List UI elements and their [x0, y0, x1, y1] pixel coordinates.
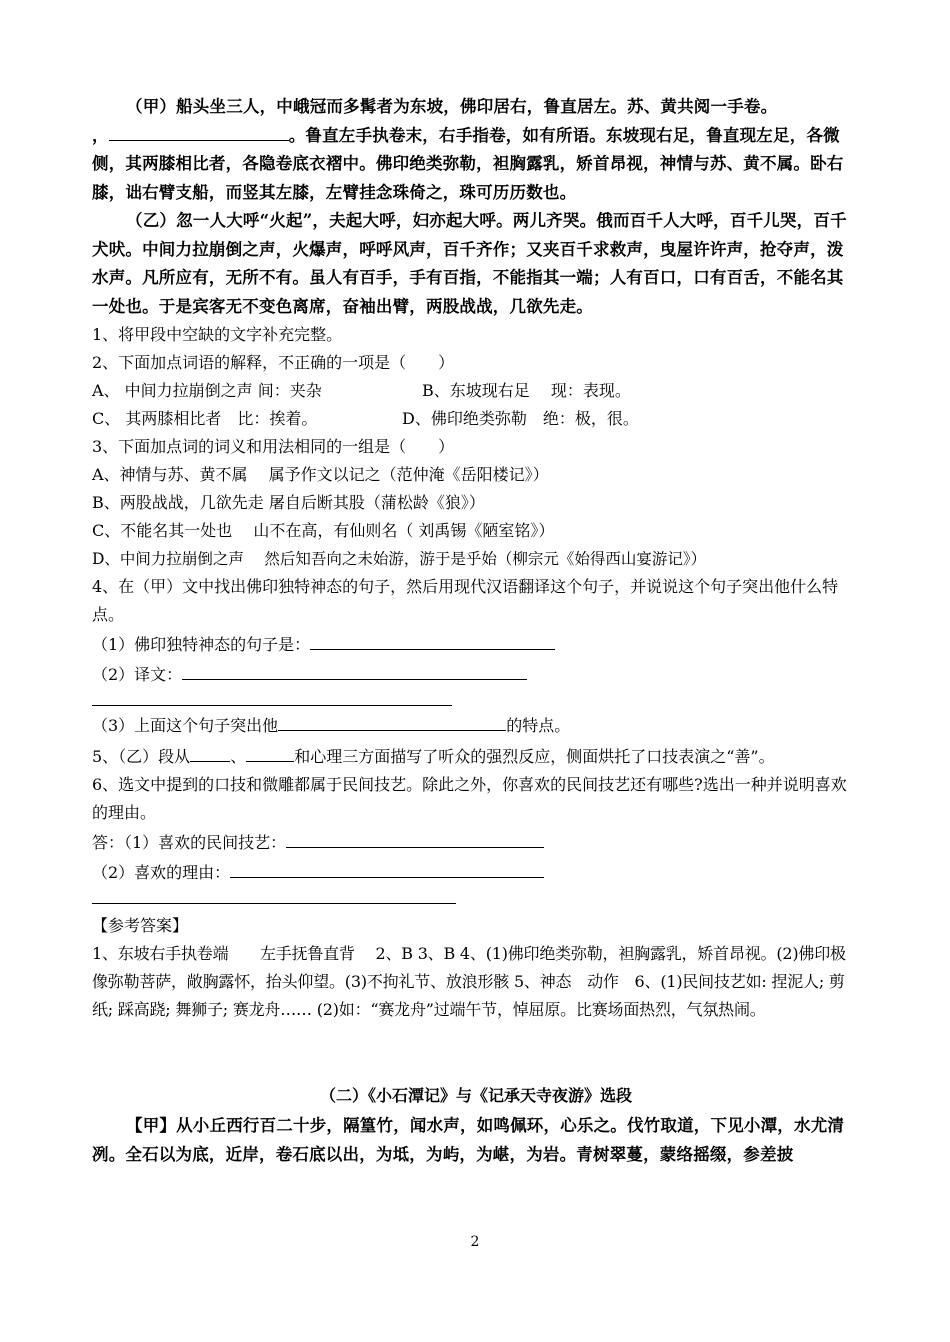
section-2-passage: 【甲】从小丘西行百二十步，隔篁竹，闻水声，如鸣佩环，心乐之。伐竹取道，下见小潭，水尤清冽。全石以为底，近岸，卷石底以出，为坻，为屿，为嵁，为岩。青树翠蔓，蒙络摇缀，参差披 [92, 1116, 845, 1164]
passage-jia-line1: 船头坐三人，中峨冠而多髯者为东坡，佛印居右，鲁直居左。苏、黄共阅一手卷。 [176, 97, 778, 116]
question-1: 1、将甲段中空缺的文字补充完整。 [92, 325, 343, 344]
answer-blank-5-1[interactable] [190, 744, 230, 762]
question-5-prefix: 5、（乙）段从 [92, 747, 191, 766]
answer-6-label: 6、 [634, 972, 661, 991]
passage-jia-line2-post: 。鲁直左手执卷末，右手指卷，如有所语。东坡现右足，鲁直现左足，各微侧，其两膝相比者，各隐卷底衣褶中。佛印绝类弥勒，袒胸露乳，矫首昂视，神情与苏、黄不属。卧右膝，诎右臂支船，而竖其左膝，左臂挂念珠倚之，珠可历历数也。 [92, 125, 844, 202]
answer-6: (1)民间技艺如: 捏泥人; 剪纸; 踩高跷; 舞狮子; 赛龙舟…… (2)如：“赛龙舟”过端午节，悼屈原。比赛场面热烈，气氛热闹。 [92, 972, 845, 1019]
question-2-options-ab [92, 377, 860, 405]
answer-blank-4-3[interactable] [278, 713, 506, 731]
passage-jia-label: （甲） [126, 97, 177, 116]
answers-text [92, 940, 860, 1024]
question-2: 2、下面加点词语的解释，不正确的一项是（ ） [92, 353, 455, 372]
passage-jia-blank [109, 123, 289, 141]
passage-jia [92, 93, 860, 207]
answer-2-5: 2、B 3、B 4、(1)佛印绝类弥勒，袒胸露乳，矫首昂视。(2)佛印极像弥勒菩萨，敞胸露怀，抬头仰望。(3)不拘礼节、放浪形骸 5、神态 动作 [92, 944, 846, 991]
question-5-suffix: 和心理三方面描写了听众的强烈反应，侧面烘托了口技表演之“善”。 [294, 747, 775, 766]
answers-heading: 【参考答案】 [92, 916, 189, 935]
question-2-option-b: B、东坡现右足 现：表现。 [422, 381, 631, 400]
answer-blank-6-2[interactable] [230, 860, 544, 878]
answer-line-4-2-continued[interactable] [92, 705, 452, 706]
question-3-option-c: C、不能名其一处也 山不在高，有仙则名（ 刘禹锡《陋室铭》） [92, 521, 555, 540]
question-4-part-3-label: （3）上面这个句子突出他 [92, 716, 279, 735]
answer-blank-5-2[interactable] [246, 744, 294, 762]
question-2-options-cd [92, 405, 860, 433]
question-4-part-3 [92, 712, 860, 740]
question-3-option-b: B、两股战战，几欲先走 屠自后断其股（蒲松龄《狼》） [92, 493, 485, 512]
question-4-part-2 [92, 661, 860, 689]
passage-jia-line2-pre: ， [92, 125, 109, 145]
question-4: 4、在（甲）文中找出佛印独特神态的句子，然后用现代汉语翻译这个句子，并说说这个句子突出他什么特点。 [92, 577, 839, 624]
section-2-title: （二）《小石潭记》与《记承天寺夜游》选段 [319, 1086, 632, 1105]
answer-blank-4-1[interactable] [310, 632, 555, 650]
passage-yi: （乙）忽一人大呼“火起”，夫起大呼，妇亦起大呼。两儿齐哭。俄而百千人大呼，百千儿哭，百千犬吠。中间力拉崩倒之声，火爆声，呼呼风声，百千齐作；又夹百千求救声，曳屋许许声，抢夺声，泼水声。凡所应有，无所不有。虽人有百手，手有百指，不能指其一端；人有百口，口有百舌，不能名其一处也。于是宾客无不变色离席，奋袖出臂，两股战战，几欲先走。 [92, 211, 847, 316]
question-2-option-c: C、 其两膝相比者 比：挨着。 [92, 409, 318, 428]
question-6-part-1 [92, 829, 860, 857]
answer-blank-4-2[interactable] [182, 662, 527, 680]
answer-blank-6-1[interactable] [286, 830, 544, 848]
question-6-part-2 [92, 859, 860, 887]
question-6-part-1-label: 答：（1）喜欢的民间技艺： [92, 833, 287, 852]
answer-1: 1、东坡右手执卷端 左手抚鲁直背 [92, 944, 376, 963]
document-page [92, 92, 860, 1169]
question-6: 6、选文中提到的口技和微雕都属于民间技艺。除此之外，你喜欢的民间技艺还有哪些?选出一种并说明喜欢的理由。 [92, 775, 847, 822]
question-4-part-1 [92, 631, 860, 659]
question-4-part-1-label: （1）佛印独特神态的句子是： [92, 635, 311, 654]
question-3-option-a: A、神情与苏、黄不属 属予作文以记之（范仲淹《岳阳楼记》） [92, 465, 549, 484]
question-3: 3、下面加点词的词义和用法相同的一组是（ ） [92, 437, 455, 456]
question-5 [92, 743, 860, 771]
question-3-option-d: D、中间力拉崩倒之声 然后知吾向之未始游，游于是乎始（柳宗元《始得西山宴游记》） [92, 550, 707, 568]
page-number: 2 [470, 1234, 480, 1250]
question-4-part-2-label: （2）译文： [92, 665, 183, 684]
question-2-option-d: D、佛印绝类弥勒 绝：极，很。 [402, 409, 639, 428]
question-6-part-2-label: （2）喜欢的理由： [92, 863, 231, 882]
question-4-part-3-suffix: 的特点。 [506, 716, 571, 735]
answer-line-6-2-continued[interactable] [92, 903, 456, 904]
question-5-separator: 、 [230, 747, 247, 766]
question-2-option-a: A、 中间力拉崩倒之声 间：夹杂 [92, 381, 322, 400]
